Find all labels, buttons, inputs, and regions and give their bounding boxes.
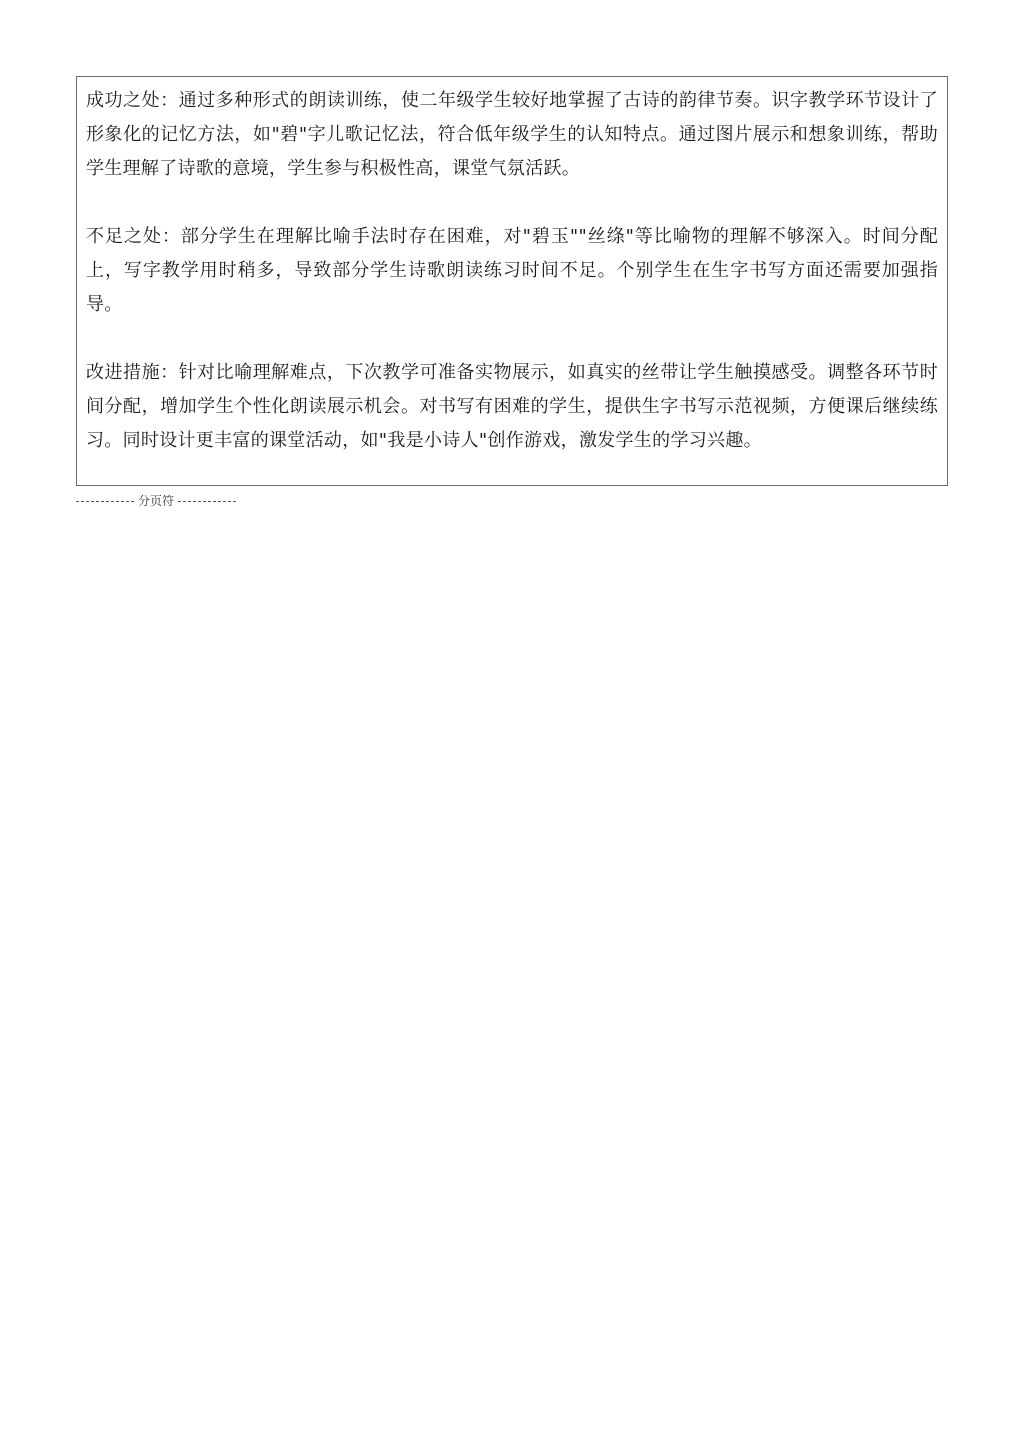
page-break-label: 分页符 [138,494,175,508]
paragraph-improvements: 改进措施：针对比喻理解难点，下次教学可准备实物展示，如真实的丝带让学生触摸感受。调整各环节时间分配，增加学生个性化朗读展示机会。对书写有困难的学生，提供生字书写示范视频，方便课后继续练习。同时设计更丰富的课堂活动，如"我是小诗人"创作游戏，激发学生的学习兴趣。 [86,362,938,451]
page-break-dashes-right [178,501,236,502]
paragraph-shortcomings: 不足之处：部分学生在理解比喻手法时存在困难，对"碧玉""丝绦"等比喻物的理解不够深入。时间分配上，写字教学用时稍多，导致部分学生诗歌朗读练习时间不足。个别学生在生字书写方面还需要加强指导。 [86,226,938,315]
page-break-marker [76,492,236,510]
paragraph-success: 成功之处：通过多种形式的朗读训练，使二年级学生较好地掌握了古诗的韵律节奏。识字教学环节设计了形象化的记忆方法，如"碧"字儿歌记忆法，符合低年级学生的认知特点。通过图片展示和想象训练，帮助学生理解了诗歌的意境，学生参与积极性高，课堂气氛活跃。 [86,90,938,179]
teaching-reflection-box [76,76,948,486]
page-break-dashes-left [76,501,134,502]
